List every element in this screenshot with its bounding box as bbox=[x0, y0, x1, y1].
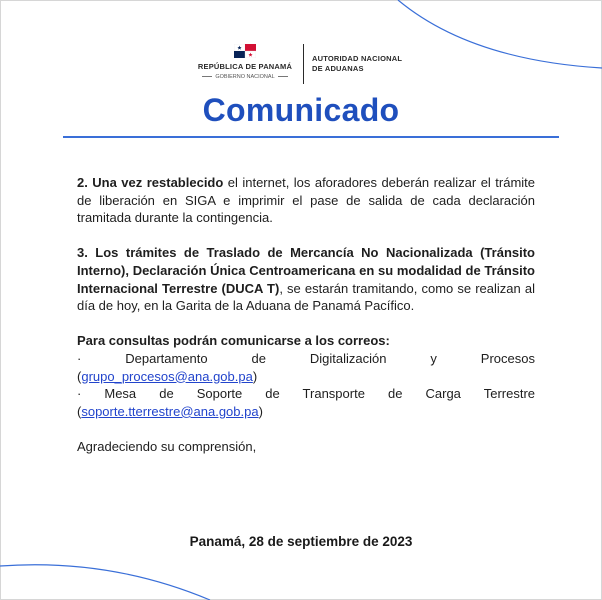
date-line: Panamá, 28 de septiembre de 2023 bbox=[189, 534, 413, 549]
government-label: GOBIERNO NACIONAL bbox=[192, 74, 298, 80]
paragraph-2 bbox=[77, 174, 535, 227]
contact-2-email-link[interactable]: soporte.tterrestre@ana.gob.pa bbox=[81, 403, 259, 419]
authority-line2: DE ADUANAS bbox=[312, 64, 364, 73]
header bbox=[0, 44, 602, 88]
contact-2-email-line: (soporte.tterrestre@ana.gob.pa) bbox=[77, 403, 263, 419]
contact-1-email-link[interactable]: grupo_procesos@ana.gob.pa bbox=[81, 368, 253, 384]
title-underline bbox=[63, 136, 559, 138]
closing-text: Agradeciendo su comprensión, bbox=[77, 438, 257, 454]
contact-1-label: · Departamento de Digitalización y Procesos bbox=[77, 350, 535, 366]
paragraph-3-text: , se estarán tramitando, como se realizan al día de hoy, en la Garita de la Aduana de Panamá Pacífico. bbox=[77, 280, 535, 314]
contact-2-label: · Mesa de Soporte de Transporte de Carga Terrestre bbox=[77, 386, 535, 402]
header-divider bbox=[303, 44, 304, 84]
contacts-heading: Para consultas podrán comunicarse a los correos: bbox=[77, 333, 390, 349]
paragraph-3 bbox=[77, 244, 535, 314]
document-body bbox=[77, 174, 535, 456]
paragraph-3-lead: 3. Los trámites de Traslado de Mercancía No Nacionalizada (Tránsito Interno), Declaración Única Centroamericana en su modalidad de Tránsito Internacional Terrestre (DUCA T) bbox=[77, 245, 535, 296]
paragraph-2-text: el internet, los aforadores deberán realizar el trámite de liberación en SIGA e imprimir el pase de salida de cada declaración tramitada durante la contingencia. bbox=[77, 175, 535, 226]
republic-label: REPÚBLICA DE PANAMÁ bbox=[197, 62, 293, 71]
contact-1-email-line: (grupo_procesos@ana.gob.pa) bbox=[77, 368, 258, 384]
page-title: Comunicado bbox=[202, 92, 400, 128]
paragraph-2-lead: 2. Una vez restablecido bbox=[77, 175, 224, 190]
authority-line1: AUTORIDAD NACIONAL bbox=[312, 54, 403, 63]
panama-flag-icon bbox=[234, 44, 256, 58]
panama-government-logo bbox=[192, 44, 298, 80]
customs-authority-logo bbox=[312, 54, 402, 74]
